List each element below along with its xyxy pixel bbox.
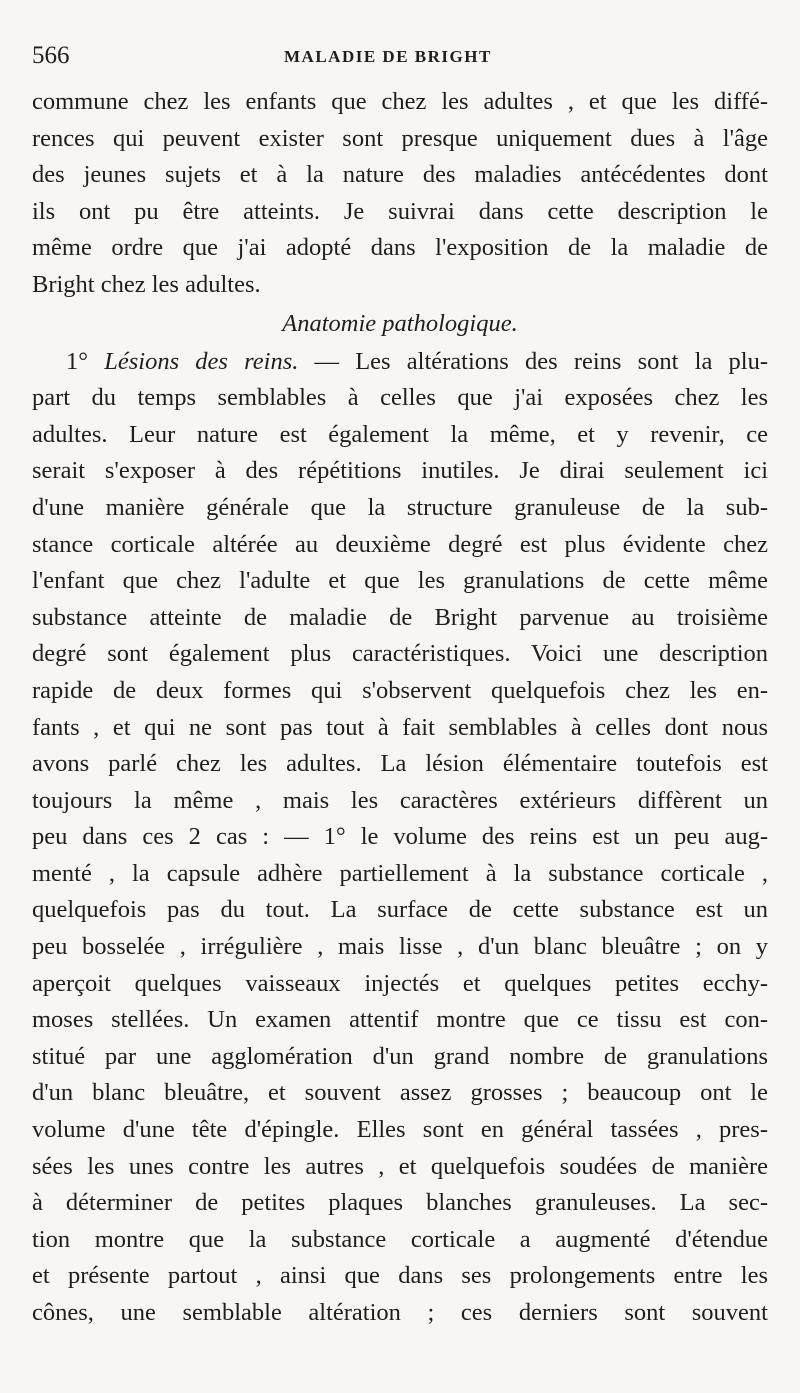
body-text bbox=[32, 84, 768, 1332]
text-line: tion montre que la substance corticale a augmenté d'étendue bbox=[32, 1225, 768, 1253]
text-line: degré sont également plus caractéristiques. Voici une description bbox=[32, 640, 768, 668]
text-line: peu bosselée , irrégulière , mais lisse , d'un blanc bleuâtre ; on y bbox=[32, 933, 768, 961]
page-number: 566 bbox=[32, 42, 70, 69]
item-number: 1° bbox=[66, 347, 89, 375]
text-line: ils ont pu être atteints. Je suivrai dans cette description le bbox=[32, 197, 768, 225]
text-line: stance corticale altérée au deuxième degré est plus évidente chez bbox=[32, 530, 768, 558]
text-line: toujours la même , mais les caractères extérieurs diffèrent un bbox=[32, 786, 768, 814]
page-header bbox=[32, 42, 762, 76]
text-line: fants , et qui ne sont pas tout à fait semblables à celles dont nous bbox=[32, 713, 768, 741]
text-line: quelquefois pas du tout. La surface de cette substance est un bbox=[32, 896, 768, 924]
text-line: même ordre que j'ai adopté dans l'exposition de la maladie de bbox=[32, 234, 768, 262]
running-head: MALADIE DE BRIGHT bbox=[284, 47, 492, 66]
text-line: menté , la capsule adhère partiellement à la substance corticale , bbox=[32, 859, 768, 887]
text-line: avons parlé chez les adultes. La lésion élémentaire toutefois est bbox=[32, 750, 768, 778]
text-line: peu dans ces 2 cas : — 1° le volume des reins est un peu aug- bbox=[32, 823, 768, 851]
text-line: moses stellées. Un examen attentif montre que ce tissu est con- bbox=[32, 1006, 768, 1034]
text-line: substance atteinte de maladie de Bright parvenue au troisième bbox=[32, 603, 768, 631]
text-line: volume d'une tête d'épingle. Elles sont en général tassées , pres- bbox=[32, 1116, 768, 1144]
text-line: et présente partout , ainsi que dans ses prolongements entre les bbox=[32, 1262, 768, 1290]
item-lead-text: — Les altérations des reins sont la plu- bbox=[298, 347, 768, 375]
text-line: rences qui peuvent exister sont presque uniquement dues à l'âge bbox=[32, 124, 768, 152]
text-line: commune chez les enfants que chez les adultes , et que les diffé- bbox=[32, 88, 768, 115]
text-line: aperçoit quelques vaisseaux injectés et quelques petites ecchy- bbox=[32, 969, 768, 997]
text-line: d'une manière générale que la structure granuleuse de la sub- bbox=[32, 493, 768, 521]
text-line: part du temps semblables à celles que j'ai exposées chez les bbox=[32, 384, 768, 412]
text-line: des jeunes sujets et à la nature des maladies antécédentes dont bbox=[32, 161, 768, 189]
text-line: rapide de deux formes qui s'observent quelquefois chez les en- bbox=[32, 676, 768, 704]
paragraph-kidney-lesions bbox=[32, 344, 768, 1332]
section-heading: Anatomie pathologique. bbox=[282, 309, 518, 337]
text-line: d'un blanc bleuâtre, et souvent assez grosses ; beaucoup ont le bbox=[32, 1079, 768, 1107]
text-line: l'enfant que chez l'adulte et que les granulations de cette même bbox=[32, 567, 768, 595]
paragraph-intro-continuation bbox=[32, 84, 768, 304]
text-line: cônes, une semblable altération ; ces derniers sont souvent bbox=[32, 1299, 768, 1326]
text-line: serait s'exposer à des répétitions inutiles. Je dirai seulement ici bbox=[32, 457, 768, 485]
paragraph-lead-line bbox=[32, 344, 768, 381]
item-title: Lésions des reins. bbox=[104, 347, 299, 375]
text-line: adultes. Leur nature est également la même, et y revenir, ce bbox=[32, 420, 768, 448]
text-line: stitué par une agglomération d'un grand nombre de granulations bbox=[32, 1042, 768, 1070]
text-line: à déterminer de petites plaques blanches granuleuses. La sec- bbox=[32, 1189, 768, 1217]
text-line: sées les unes contre les autres , et quelquefois soudées de manière bbox=[32, 1152, 768, 1180]
text-line: Bright chez les adultes. bbox=[32, 270, 261, 298]
